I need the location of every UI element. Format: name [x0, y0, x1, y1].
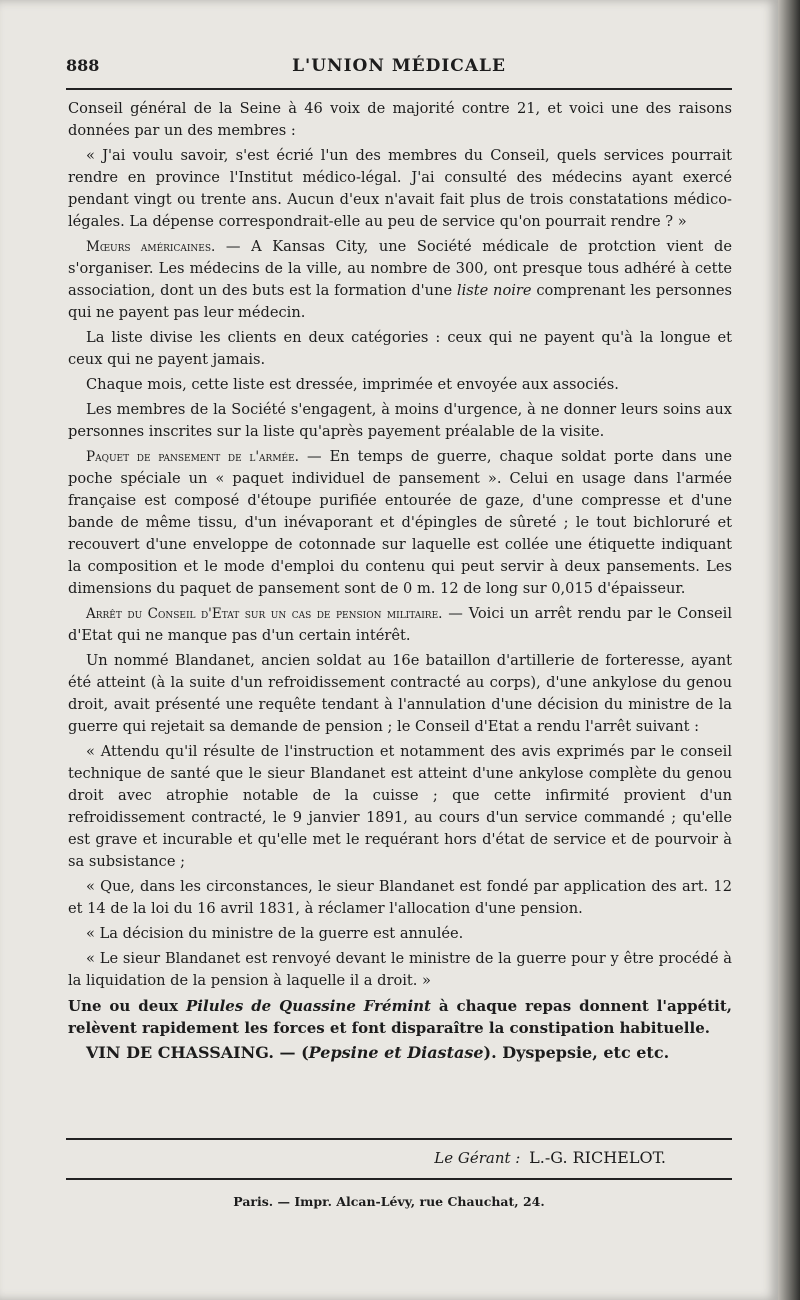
- paragraph-9: Un nommé Blandanet, ancien soldat au 16e bataillon d'artillerie de forteresse, ayant été atteint (à la suite d'un refroidissement contracté au corps), d'une ankylose du genou droit, avait présenté une requête tendant à l'annulation d'une décision du ministre de la guerre qui rejetait sa demande de pension ; le Conseil d'Etat a rendu l'arrêt suivant :: [68, 652, 732, 735]
- footer-rule-top: [66, 1138, 732, 1140]
- paragraph-6: Les membres de la Société s'engagent, à moins d'urgence, à ne donner leurs soins aux personnes inscrites sur la liste qu'après payement préalable de la visite.: [68, 401, 732, 440]
- header-rule: [66, 88, 732, 90]
- gerant-label: Le Gérant :: [434, 1149, 521, 1167]
- paragraph-3: Mœurs américaines. — A Kansas City, une Société médicale de protction vient de s'organiser. Les médecins de la ville, au nombre de 300, ont presque tous adhéré à cette association, dont un des buts est la formation d'une liste noire comprenant les personnes qui ne payent pas leur médecin.: [68, 238, 733, 321]
- paragraph-2: « J'ai voulu savoir, s'est écrié l'un des membres du Conseil, quels services pourrait rendre en province l'Institut médico-légal. J'ai consulté des médecins ayant exercé pendant vingt ou trente ans. Aucun d'eux n'avait fait plus de trois constatations médico-légales. La dépense correspondrait-elle au peu de service qu'on pourrait rendre ? »: [68, 147, 732, 230]
- paragraph-11: « Que, dans les circonstances, le sieur Blandanet est fondé par application des art. 12 et 14 de la loi du 16 avril 1831, à réclamer l'allocation d'une pension.: [68, 878, 732, 917]
- running-title: L'UNION MÉDICALE: [292, 56, 506, 76]
- paragraph-7: Paquet de pansement de l'armée. — En temps de guerre, chaque soldat porte dans une poche spéciale un « paquet individuel de pansement ». Celui en usage dans l'armée française est composé d'étoupe purifiée entourée de gaze, d'une compresse et d'une bande de même tissu, d'un inévaporant et d'épingles de sûreté ; le tout bichloruré et recouvert d'une enveloppe de cotonnade sur laquelle est collée une étiquette indiquant la composition et le mode d'emploi du contenu qui peut servir à deux pansements. Les dimensions du paquet de pansement sont de 0 m. 12 de long sur 0,015 d'épaisseur.: [68, 448, 733, 597]
- imprint-line: Paris. — Impr. Alcan-Lévy, rue Chauchat, 24.: [233, 1194, 545, 1209]
- paragraph-4: La liste divise les clients en deux catégories : ceux qui ne payent qu'à la longue et ceux qui ne payent jamais.: [68, 329, 732, 368]
- gerant-line: [0, 1148, 666, 1167]
- paragraph-13: « Le sieur Blandanet est renvoyé devant le ministre de la guerre pour y être procédé à la liquidation de la pension à laquelle il a droit. »: [68, 950, 732, 989]
- page-edge-shadow: [778, 0, 800, 1300]
- section-heading-arret: Arrêt du Conseil d'Etat sur un cas de pension militaire.: [86, 606, 443, 622]
- paragraph-12: « La décision du ministre de la guerre est annulée.: [86, 925, 464, 942]
- paragraph-10: « Attendu qu'il résulte de l'instruction et notamment des avis exprimés par le conseil technique de santé que le sieur Blandanet est atteint d'une ankylose complète du genou droit avec atrophie notable de la cuisse ; que cette infirmité provient d'un refroidissement contracté, le 9 janvier 1891, au cours d'un service commandé ; qu'elle est grave et incurable et qu'elle met le requérant hors d'état de service et de pourvoir à sa subsistance ;: [68, 743, 732, 870]
- paragraph-5: Chaque mois, cette liste est dressée, imprimée et envoyée aux associés.: [86, 376, 619, 393]
- section-heading-moeurs: Mœurs américaines.: [86, 239, 216, 255]
- article-body: [68, 98, 732, 1067]
- section-heading-paquet: Paquet de pansement de l'armée.: [86, 449, 299, 465]
- footer-rule-bottom: [66, 1178, 732, 1180]
- page-header: [66, 52, 732, 82]
- paragraph-8: Arrêt du Conseil d'Etat sur un cas de pension militaire. — Voici un arrêt rendu par le Conseil d'Etat qui ne manque pas d'un certain intérêt.: [68, 605, 732, 644]
- advertisement-chassaing: VIN DE CHASSAING. — (Pepsine et Diastase). Dyspepsie, etc etc.: [86, 1043, 670, 1062]
- gerant-name: L.-G. RICHELOT.: [529, 1148, 666, 1167]
- advertisement-quassine: Une ou deux Pilules de Quassine Frémint à chaque repas donnent l'appétit, relèvent rapidement les forces et font disparaître la constipation habituelle.: [68, 997, 732, 1037]
- italic-liste-noire: liste noire: [456, 282, 532, 299]
- page-number: 888: [66, 56, 100, 75]
- paragraph-1: Conseil général de la Seine à 46 voix de majorité contre 21, et voici une des raisons données par un des membres :: [68, 100, 732, 139]
